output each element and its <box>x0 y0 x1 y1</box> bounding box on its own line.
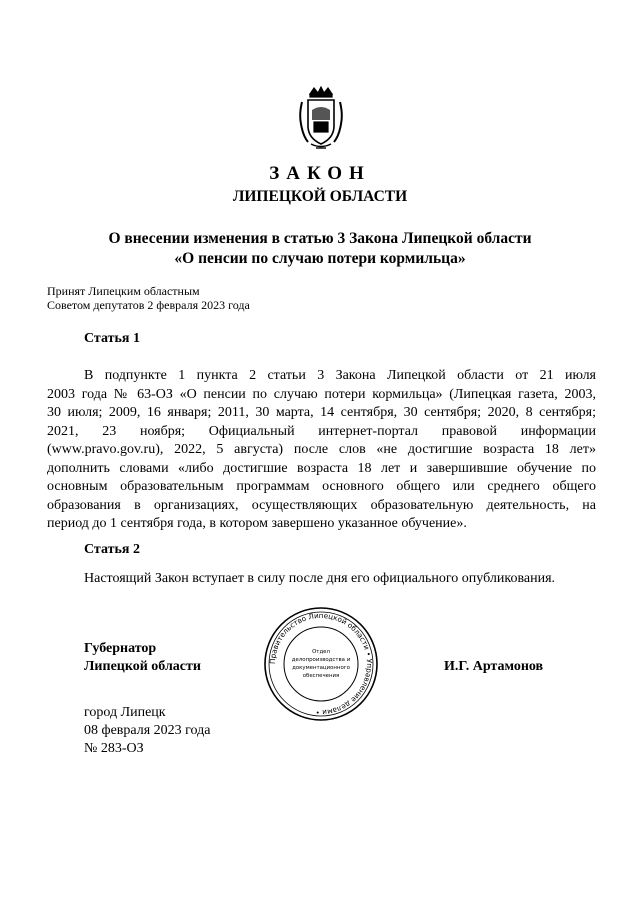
article-2-heading: Статья 2 <box>84 542 140 557</box>
article-1-text <box>47 367 596 534</box>
stamp-center-line: документационного <box>292 665 350 671</box>
law-heading: ЗАКОН <box>269 163 371 184</box>
subject-line-2: «О пенсии по случаю потери кормильца» <box>174 250 466 267</box>
stamp-center-line: Отдел <box>312 649 330 655</box>
stamp-center-line: делопроизводства и <box>291 657 351 663</box>
article-1-line: образования в организациях, осуществляющих образовательную деятельность, на <box>47 497 596 513</box>
article-1-line: 30 июля; 2009, 16 января; 2011, 30 марта, 14 сентября, 30 сентября; 2020, 8 сентября; <box>47 405 596 420</box>
stamp-center-line: обеспечения <box>302 673 340 679</box>
stamp-ring-text: Правительство Липецкой области • Управление делами • <box>267 610 375 718</box>
adoption-line-1: Принят Липецким областным <box>47 284 200 298</box>
article-1-line: В подпункте 1 пункта 2 статьи 3 Закона Липецкой области от 21 июля <box>84 368 596 383</box>
article-1-line: период до 1 сентября года, в котором завершено указанное обучение». <box>47 516 467 531</box>
footer-number: № 283-ОЗ <box>84 741 144 756</box>
article-1-line: дополнить словами «либо достигшие возраста 18 лет и завершившие обучение по <box>47 460 596 476</box>
region-heading: ЛИПЕЦКОЙ ОБЛАСТИ <box>232 188 408 205</box>
article-2-text: Настоящий Закон вступает в силу после дня его официального опубликования. <box>84 571 556 586</box>
article-1-line: (www.pravo.gov.ru), 2022, 5 августа) после слов «не достигшие возраста 18 лет» <box>47 442 596 457</box>
article-1-heading: Статья 1 <box>84 331 140 346</box>
subject-line-1: О внесении изменения в статью 3 Закона Липецкой области <box>108 230 532 247</box>
article-1-line: 2021, 23 ноября; Официальный интернет-портал правовой информации <box>47 423 596 439</box>
signer-title-line-2: Липецкой области <box>84 659 201 674</box>
adoption-line-2: Советом депутатов 2 февраля 2023 года <box>47 298 250 312</box>
article-1-line: 2003 года № 63-ОЗ «О пенсии по случаю потери кормильца» (Липецкая газета, 2003, <box>47 386 596 402</box>
article-1-line: основным образовательным программам основного общего или среднего общего <box>47 479 596 494</box>
coat-of-arms-icon <box>296 86 346 152</box>
footer-date: 08 февраля 2023 года <box>84 723 211 738</box>
official-stamp <box>262 605 380 723</box>
footer-city: город Липецк <box>84 705 166 720</box>
signer-title-line-1: Губернатор <box>84 641 157 656</box>
signer-name: И.Г. Артамонов <box>444 659 544 674</box>
